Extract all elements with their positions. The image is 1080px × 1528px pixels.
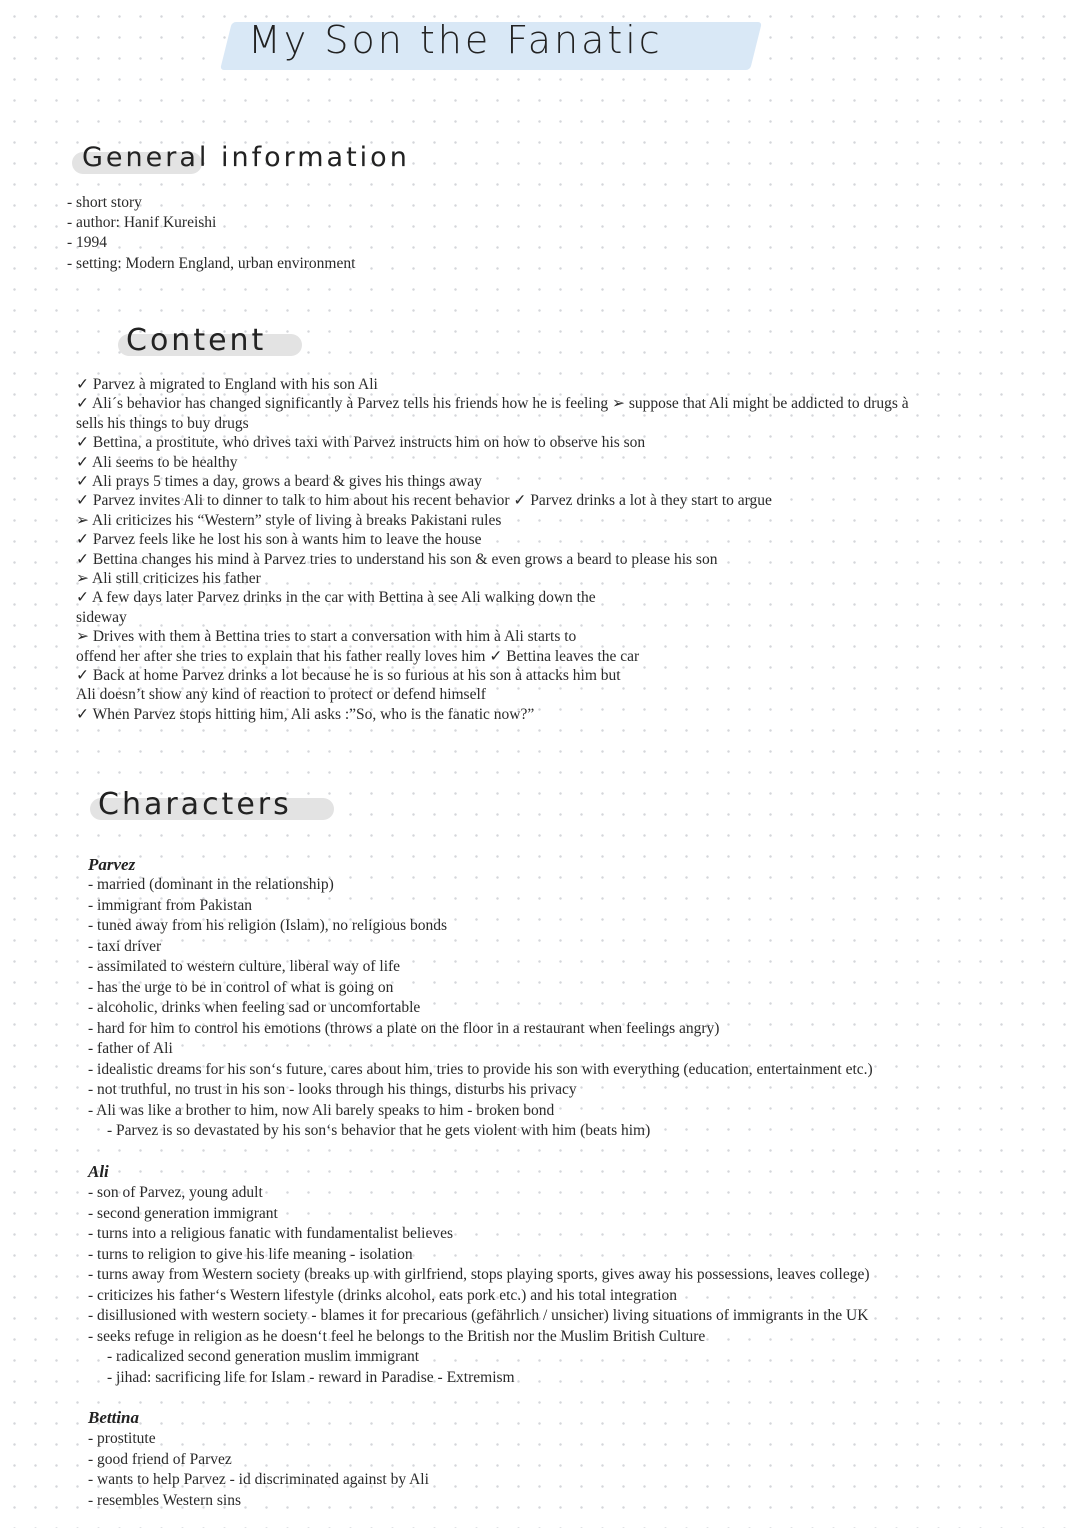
text-line: - hard for him to control his emotions (throws a plate on the floor in a restaurant when feelings angry) xyxy=(88,1019,720,1037)
text-line: - taxi driver xyxy=(88,937,162,955)
list-item: - 1994 xyxy=(67,234,108,251)
text-line: ➢ Drives with them à Bettina tries to start a conversation with him à Ali starts to xyxy=(76,628,577,646)
section-heading-characters: Characters xyxy=(98,787,292,822)
text-line: - second generation immigrant xyxy=(88,1204,278,1222)
text-line: ➢ Ali still criticizes his father xyxy=(76,570,261,587)
text-line: ✓ Parvez à migrated to England with his son Ali xyxy=(76,376,378,393)
text-line: ✓ Ali´s behavior has changed significantly à Parvez tells his friends how he is feeling ➢ suppose that Ali might be addicted to drugs à xyxy=(76,395,909,413)
page-title: My Son the Fanatic xyxy=(248,18,663,62)
text-line: - assimilated to western culture, liberal way of life xyxy=(88,958,401,975)
character-name-parvez: Parvez xyxy=(88,855,136,874)
text-line: ➢ Ali criticizes his “Western” style of living à breaks Pakistani rules xyxy=(76,511,502,529)
text-line: - alcoholic, drinks when feeling sad or uncomfortable xyxy=(88,999,421,1016)
text-line: - criticizes his father‘s Western lifestyle (drinks alcohol, eats pork etc.) and his total integration xyxy=(88,1286,677,1304)
text-line: sells his things to buy drugs xyxy=(76,414,249,432)
text-line: - disillusioned with western society - blames it for precarious (gefährlich / unsicher) living situations of immigrants in the UK xyxy=(88,1307,869,1324)
character-name-ali: Ali xyxy=(88,1162,109,1181)
text-line: sideway xyxy=(76,608,127,626)
text-line: ✓ A few days later Parvez drinks in the car with Bettina à see Ali walking down the xyxy=(76,589,596,607)
text-line: - Ali was like a brother to him, now Ali barely speaks to him - broken bond xyxy=(88,1101,555,1119)
text-line: ✓ Bettina changes his mind à Parvez tries to understand his son & even grows a beard to please his son xyxy=(76,550,718,568)
text-line: ✓ Ali seems to be healthy xyxy=(76,453,238,471)
list-item: - short story xyxy=(67,194,142,211)
character-name-bettina: Bettina xyxy=(88,1408,140,1427)
text-line: - seeks refuge in religion as he doesn‘t feel he belongs to the British nor the Muslim British Culture xyxy=(88,1327,706,1345)
text-line: - radicalized second generation muslim immigrant xyxy=(107,1348,420,1365)
text-line: - wants to help Parvez - id discriminated against by Ali xyxy=(88,1471,429,1488)
text-line: - prostitute xyxy=(88,1430,156,1447)
text-line: - not truthful, no trust in his son - looks through his things, disturbs his privacy xyxy=(88,1081,577,1098)
text-line: ✓ Bettina, a prostitute, who drives taxi with Parvez instructs him on how to observe his son xyxy=(76,434,646,452)
text-line: - turns away from Western society (breaks up with girlfriend, stops playing sports, gives away his possessions, leaves college) xyxy=(88,1266,870,1283)
section-heading-general: General information xyxy=(82,142,410,173)
section-heading-content: Content xyxy=(126,323,267,358)
list-item: - author: Hanif Kureishi xyxy=(67,214,217,231)
text-line: - married (dominant in the relationship) xyxy=(88,876,334,893)
text-line: - son of Parvez, young adult xyxy=(88,1184,263,1201)
text-line: - father of Ali xyxy=(88,1040,173,1057)
text-line: offend her after she tries to explain that his father really loves him ✓ Bettina leaves the car xyxy=(76,647,640,665)
text-line: - idealistic dreams for his son‘s future, cares about him, tries to provide his son with everything (education, entertainment etc.) xyxy=(88,1060,873,1078)
text-line: - Parvez is so devastated by his son‘s behavior that he gets violent with him (beats him) xyxy=(107,1122,651,1139)
text-line: ✓ Ali prays 5 times a day, grows a beard & gives his things away xyxy=(76,473,482,490)
text-line: - has the urge to be in control of what is going on xyxy=(88,978,394,996)
text-line: ✓ Parvez invites Ali to dinner to talk to him about his recent behavior ✓ Parvez drinks a lot à they start to argue xyxy=(76,492,772,510)
text-line: - resembles Western sins xyxy=(88,1491,242,1509)
text-line: - jihad: sacrificing life for Islam - reward in Paradise - Extremism xyxy=(107,1368,515,1386)
text-line: - good friend of Parvez xyxy=(88,1450,232,1468)
text-line: Ali doesn’t show any kind of reaction to protect or defend himself xyxy=(76,686,486,704)
text-line: ✓ Parvez feels like he lost his son à wants him to leave the house xyxy=(76,531,482,549)
text-line: - immigrant from Pakistan xyxy=(88,896,253,914)
text-line: - turns into a religious fanatic with fundamentalist believes xyxy=(88,1225,454,1242)
text-line: ✓ Back at home Parvez drinks a lot because he is so furious at his son à attacks him but xyxy=(76,667,621,684)
text-line: - tuned away from his religion (Islam), no religious bonds xyxy=(88,917,448,934)
list-item: - setting: Modern England, urban environment xyxy=(67,255,356,272)
text-line: - turns to religion to give his life meaning - isolation xyxy=(88,1245,413,1263)
text-line: ✓ When Parvez stops hitting him, Ali asks :”So, who is the fanatic now?” xyxy=(76,705,535,723)
